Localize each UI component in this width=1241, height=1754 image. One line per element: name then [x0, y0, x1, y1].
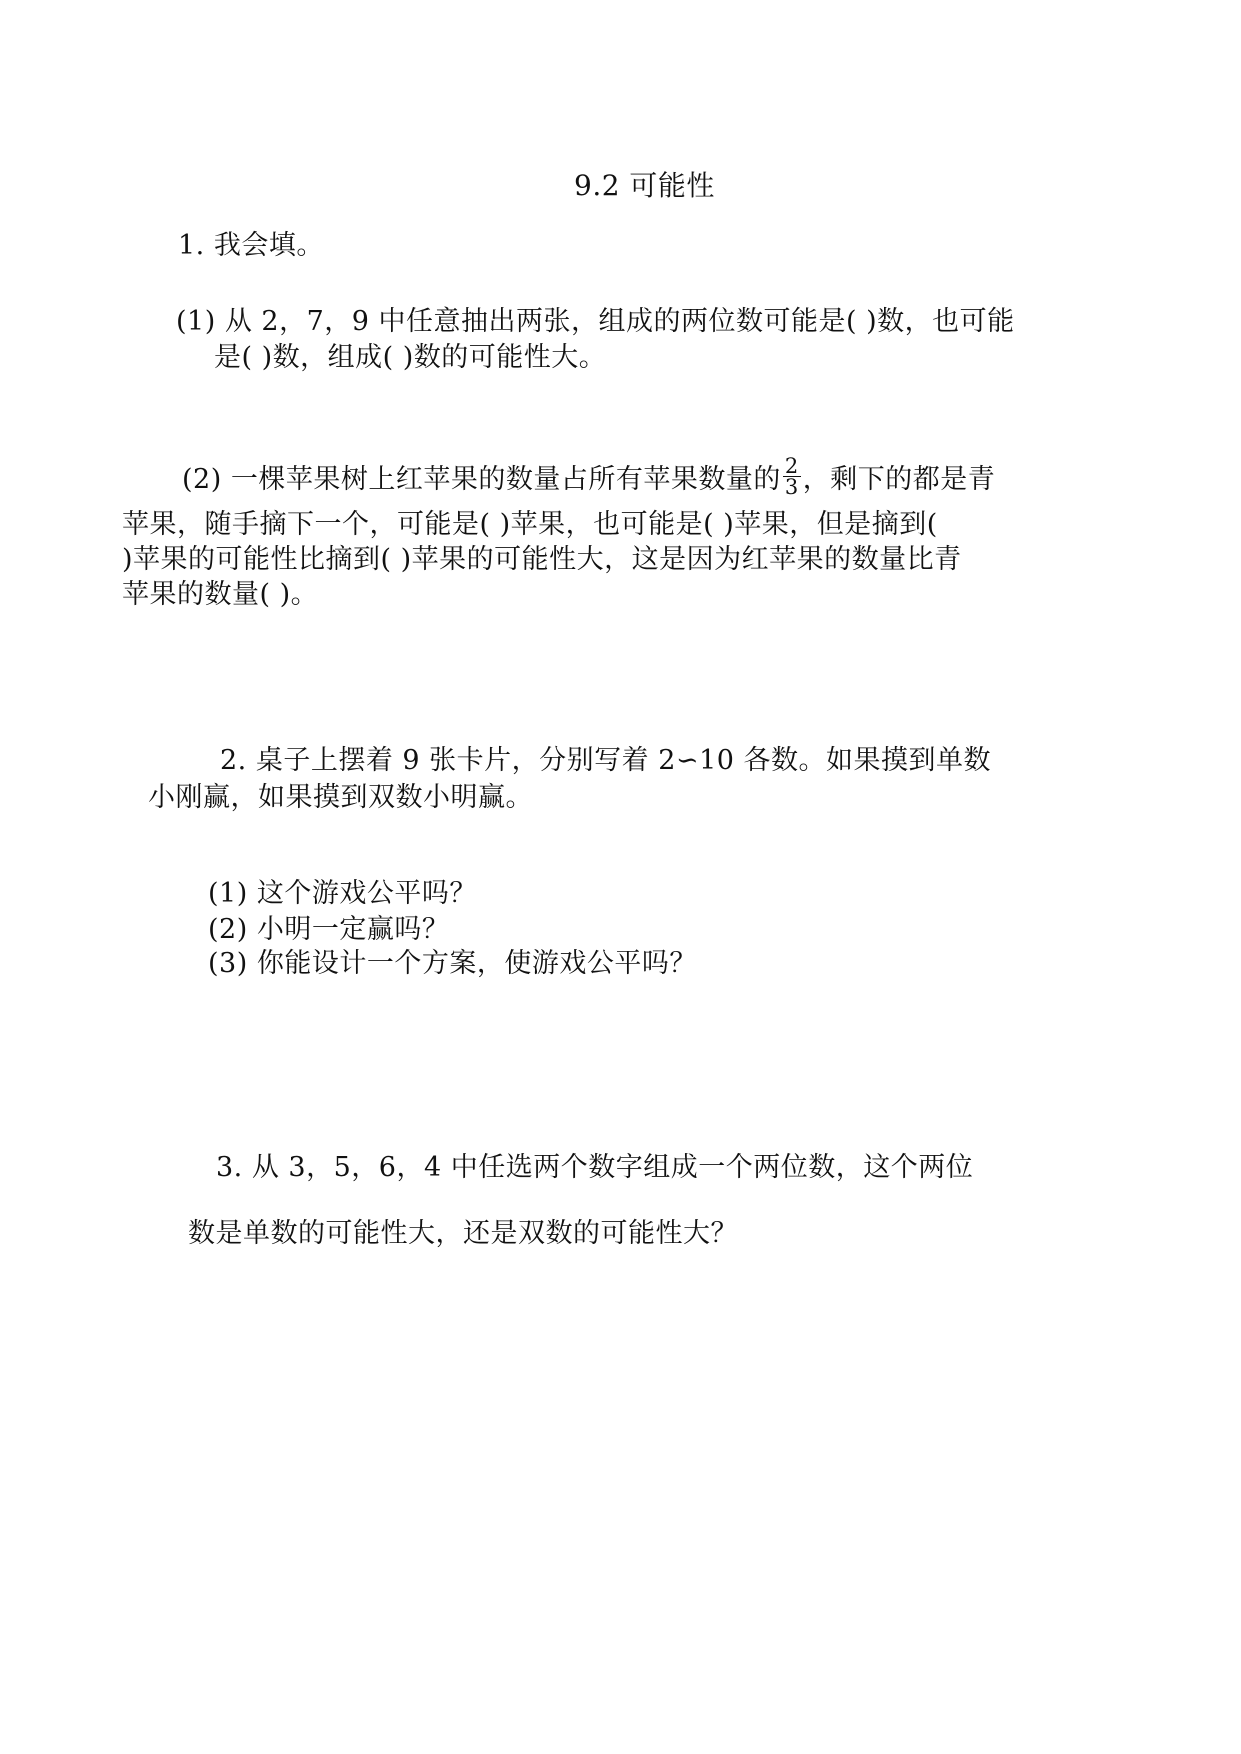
q1-line2: 是( )数，组成( )数的可能性大。 [214, 342, 607, 373]
q2-line1 [182, 454, 996, 501]
q1-line1: (1) 从 2，7，9 中任意抽出两张，组成的两位数可能是( )数，也可能 [176, 306, 1015, 337]
section3-line2: 数是单数的可能性大，还是双数的可能性大？ [188, 1218, 738, 1249]
fraction-two-thirds [783, 456, 801, 497]
section2-sub1: (1) 这个游戏公平吗？ [208, 878, 477, 909]
fraction-denominator: 3 [784, 475, 799, 499]
q2-line4: 苹果的数量( )。 [122, 579, 319, 610]
section3-line1: 3. 从 3，5，6，4 中任选两个数字组成一个两位数，这个两位 [216, 1152, 974, 1183]
fraction-numerator: 2 [784, 454, 799, 478]
section2-line1: 2. 桌子上摆着 9 张卡片，分别写着 2∽10 各数。如果摸到单数 [220, 745, 992, 776]
section2-sub2: (2) 小明一定赢吗？ [208, 914, 450, 945]
q2-line2: 苹果，随手摘下一个，可能是( )苹果，也可能是( )苹果，但是摘到( [122, 509, 938, 540]
section2-line2: 小刚赢，如果摸到双数小明赢。 [148, 782, 533, 813]
page-title: 9.2 可能性 [574, 169, 715, 202]
section1-heading: 1. 我会填。 [178, 230, 324, 261]
section2-sub3: (3) 你能设计一个方案，使游戏公平吗？ [208, 948, 697, 979]
q2-text-after-fraction: ，剩下的都是青 [802, 464, 996, 495]
q2-text-before-fraction: (2) 一棵苹果树上红苹果的数量占所有苹果数量的 [182, 464, 781, 495]
q2-line3: )苹果的可能性比摘到( )苹果的可能性大，这是因为红苹果的数量比青 [122, 544, 962, 575]
